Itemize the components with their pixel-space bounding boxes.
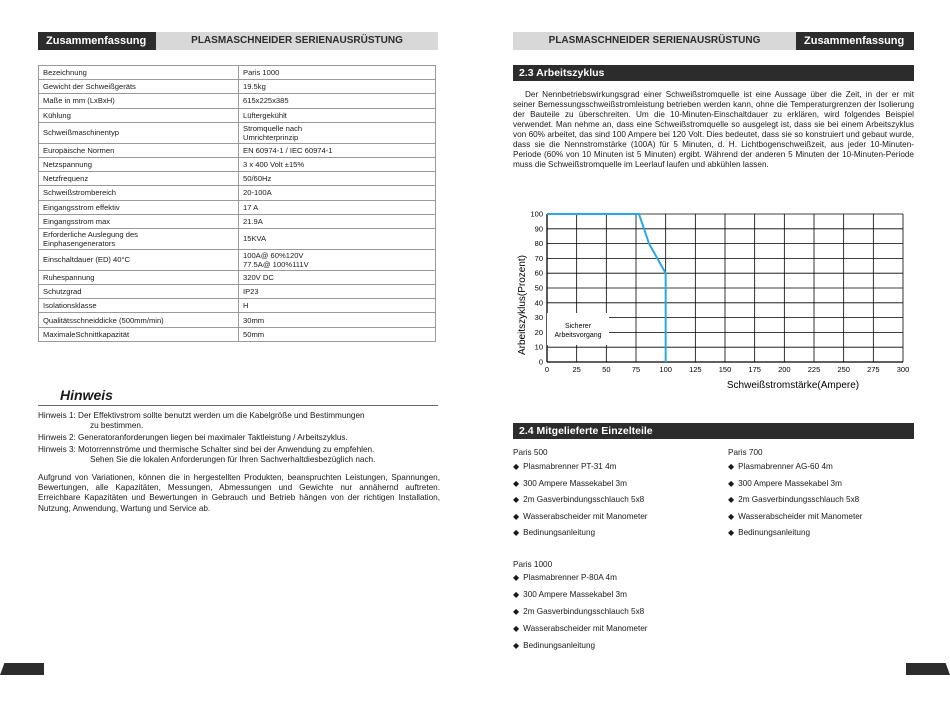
list-item (513, 510, 648, 527)
y-tick-label: 60 (534, 268, 543, 278)
spec-row (39, 186, 436, 200)
header-tab: Zusammenfassung (38, 32, 156, 50)
right-header (513, 32, 914, 50)
list-item (728, 477, 863, 494)
list-item-text: Wasserabscheider mit Manometer (738, 511, 863, 521)
duty-cycle-chart (513, 205, 913, 395)
y-tick-label: 0 (538, 357, 543, 367)
y-tick-label: 80 (534, 239, 543, 249)
spec-label: Einschaltdauer (ED) 40°C (39, 249, 239, 270)
spec-row (39, 143, 436, 157)
bullet-icon: ◆ (513, 573, 520, 582)
list-item (728, 510, 863, 527)
list-item (513, 622, 648, 639)
bullet-icon: ◆ (513, 462, 520, 471)
header-title: PLASMASCHNEIDER SERIENAUSRÜSTUNG (156, 32, 438, 50)
bullet-icon: ◆ (513, 641, 520, 650)
spec-row (39, 108, 436, 122)
list-item-text: Plasmabrenner PT-31 4m (523, 462, 617, 471)
bullet-icon: ◆ (513, 495, 520, 504)
list-item-text: 300 Ampere Massekabel 3m (523, 478, 627, 488)
spec-value: 3 x 400 Volt ±15% (239, 157, 436, 171)
y-tick-label: 30 (534, 313, 543, 323)
x-tick-label: 0 (544, 365, 550, 374)
spec-row (39, 94, 436, 108)
note-1 (38, 411, 440, 431)
note-text: zu bestimmen. (90, 421, 144, 431)
notes (38, 411, 440, 514)
spec-row (39, 157, 436, 171)
spec-value: 615x225x385 (239, 94, 436, 108)
spec-value: 15KVA (239, 228, 436, 249)
bullet-icon: ◆ (513, 511, 520, 521)
list-item-text: Plasmabrenner AG-60 4m (738, 462, 833, 471)
item-list-paris-500 (513, 460, 648, 543)
list-item (728, 493, 863, 510)
group-title-paris-700: Paris 700 (728, 448, 763, 457)
spec-value: 100A@ 60%120V 77.5A@ 100%111V (239, 249, 436, 270)
list-item (513, 605, 648, 622)
bullet-icon: ◆ (513, 624, 520, 633)
x-tick-label: 175 (748, 365, 761, 374)
spec-row (39, 299, 436, 313)
y-tick-label: 40 (534, 298, 543, 308)
header-tab: Zusammenfassung (796, 32, 914, 50)
spec-row (39, 80, 436, 94)
y-tick-label: 100 (530, 209, 543, 219)
spec-row (39, 249, 436, 270)
y-tick-label: 90 (534, 224, 543, 234)
list-item (513, 526, 648, 543)
spec-label: Ruhespannung (39, 270, 239, 284)
spec-label: Kühlung (39, 108, 239, 122)
list-item-text: Plasmabrenner P-80A 4m (523, 573, 617, 582)
list-item-text: Wasserabscheider mit Manometer (523, 624, 648, 633)
spec-row (39, 327, 436, 341)
spec-label: Netzfrequenz (39, 172, 239, 186)
y-tick-label: 70 (534, 253, 543, 263)
spec-row (39, 66, 436, 80)
page-corner-mark (906, 663, 950, 675)
list-item (513, 571, 648, 588)
duty-cycle-text: Der Nennbetriebswirkungsgrad einer Schweißstromquelle ist eine Aussage über die Zeit, in der er mit seiner Bemessungsschweißstromleistung betrieben werden kann, ohne die Temperaturgrenzen der Isolierung der Bauteile zu überschreiten. Um die 10-Minuten-Einschaltdauer zu erklären, wird folgendes Beispiel verwendet. Man nehme an, dass eine Schweißstromquelle so ausgelegt ist, dass sie bei einem Arbeitszyklus von 60% arbeitet, das sind 100 Ampere bei 120 Volt. Dies bedeutet, dass sie so konstruiert und gebaut wurde, dass sie die Nennstromstärke (100A) für 5 Minuten, d. H. Lichtbogenschweißzeit, aus jeder 10-Minuten-Periode (60% von 10 Minuten ist 5 Minuten) ergibt. Während der anderen 5 Minuten der 10-Minuten-Periode muss die Schweißstromquelle im Leerlauf laufen und abkühlen lassen. (513, 90, 914, 169)
list-item (728, 460, 863, 477)
spec-value: 50mm (239, 327, 436, 341)
bullet-icon: ◆ (728, 528, 735, 537)
spec-label: Eingangsstrom max (39, 214, 239, 228)
spec-label: Eingangsstrom effektiv (39, 200, 239, 214)
spec-row (39, 270, 436, 284)
note-text: Hinweis 2: Generatoranforderungen liegen bei maximaler Taktleistung / Arbeitszyklus. (38, 432, 348, 442)
spec-label: Schutzgrad (39, 285, 239, 299)
spec-value: 17 A (239, 200, 436, 214)
x-tick-label: 200 (778, 365, 791, 374)
spec-row (39, 122, 436, 143)
spec-value: IP23 (239, 285, 436, 299)
group-title-paris-500: Paris 500 (513, 448, 548, 457)
y-tick-label: 20 (534, 327, 543, 337)
spec-label: Gewicht der Schweißgeräts (39, 80, 239, 94)
group-title-paris-1000: Paris 1000 (513, 560, 553, 569)
spec-value: 19.5kg (239, 80, 436, 94)
note-text: Sehen Sie die lokalen Anforderungen für Ihren Sachverhaltdiesbezüglich nach. (90, 454, 376, 464)
x-tick-label: 250 (837, 365, 850, 374)
x-tick-label: 125 (689, 365, 702, 374)
spec-value: H (239, 299, 436, 313)
section-heading-2-4: 2.4 Mitgelieferte Einzelteile (513, 423, 914, 439)
bullet-icon: ◆ (513, 478, 520, 488)
list-item-text: 2m Gasverbindungsschlauch 5x8 (738, 495, 860, 504)
item-list-paris-1000 (513, 571, 648, 656)
list-item-text: 300 Ampere Massekabel 3m (738, 478, 842, 488)
bullet-icon: ◆ (513, 528, 520, 537)
spec-label: MaximaleSchnittkapazität (39, 327, 239, 341)
spec-row (39, 172, 436, 186)
spec-label: Schweißmaschinentyp (39, 122, 239, 143)
x-tick-label: 50 (602, 365, 611, 374)
list-item-text: Wasserabscheider mit Manometer (523, 511, 648, 521)
bullet-icon: ◆ (728, 478, 735, 488)
note-text: Hinweis 1: Der Effektivstrom sollte benutzt werden um die Kabelgröße und Bestimmungen (38, 411, 365, 420)
x-tick-label: 275 (867, 365, 880, 374)
note-text: Hinweis 3: Motorrennströme und thermische Schalter sind bei der Anwendung zu empfehlen. (38, 444, 375, 454)
divider (38, 405, 438, 406)
spec-value: 320V DC (239, 270, 436, 284)
spec-label: Netzspannung (39, 157, 239, 171)
list-item-text: Bedinungsanleitung (523, 528, 596, 537)
y-tick-label: 10 (534, 342, 543, 352)
spec-label: Bezeichnung (39, 66, 239, 80)
note-2 (38, 433, 440, 443)
x-tick-label: 100 (659, 365, 672, 374)
spec-label: Isolationsklasse (39, 299, 239, 313)
spec-value: 20-100A (239, 186, 436, 200)
right-page (475, 0, 950, 705)
spec-row (39, 200, 436, 214)
x-axis-label: Schweißstromstärke(Ampere) (726, 380, 860, 391)
list-item (513, 493, 648, 510)
spec-label: Europäische Normen (39, 143, 239, 157)
list-item-text: Bedinungsanleitung (738, 528, 811, 537)
bullet-icon: ◆ (728, 495, 735, 504)
list-item-text: 2m Gasverbindungsschlauch 5x8 (523, 495, 645, 504)
item-list-paris-700 (728, 460, 863, 543)
spec-value: Stromquelle nach Umrichterprinzip (239, 122, 436, 143)
spec-label: Erforderliche Auslegung des Einphasengenerators (39, 228, 239, 249)
spec-value: EN 60974-1 / IEC 60974-1 (239, 143, 436, 157)
list-item-text: 2m Gasverbindungsschlauch 5x8 (523, 607, 645, 616)
page-corner-mark (0, 663, 44, 675)
spec-value: Paris 1000 (239, 66, 436, 80)
spec-row (39, 313, 436, 327)
bullet-icon: ◆ (728, 511, 735, 521)
spec-label: Qualitätsschneiddicke (500mm/min) (39, 313, 239, 327)
hinweis-title: Hinweis (60, 387, 113, 403)
x-tick-label: 225 (807, 365, 821, 374)
y-axis-label: Arbeitszyklus(Prozent) (517, 254, 528, 356)
x-tick-label: 25 (572, 365, 581, 374)
annotation-line-2: Arbeitsvorgang (554, 332, 602, 339)
list-item-text: 300 Ampere Massekabel 3m (523, 590, 627, 599)
spec-value: 50/60Hz (239, 172, 436, 186)
list-item (728, 526, 863, 543)
spec-row (39, 285, 436, 299)
list-item-text: Bedinungsanleitung (523, 641, 596, 650)
x-tick-label: 150 (718, 365, 732, 374)
spec-value: 21.9A (239, 214, 436, 228)
bullet-icon: ◆ (728, 462, 735, 471)
disclaimer-paragraph: Aufgrund von Variationen, können die in hergestellten Produkten, beanspruchten Leistungen, Spannungen, Bewertungen, alle Kapazitäten, Messungen, Abmessungen und Gewichte nur annähernd auftreten. Erreichbare Kapazitäten und Bewertungen in Gebrauch und Betrieb hängen von der richtigen Installation, Nutzung, Anwendung, Wartung und Service ab. (38, 473, 440, 513)
bullet-icon: ◆ (513, 590, 520, 599)
section-heading-2-3: 2.3 Arbeitszyklus (513, 65, 914, 81)
list-item (513, 588, 648, 605)
spec-label: Maße in mm (LxBxH) (39, 94, 239, 108)
y-tick-label: 50 (534, 283, 543, 293)
x-tick-label: 75 (631, 365, 641, 374)
list-item (513, 639, 648, 656)
spec-row (39, 214, 436, 228)
bullet-icon: ◆ (513, 607, 520, 616)
list-item (513, 460, 648, 477)
spec-value: 30mm (239, 313, 436, 327)
left-header (38, 32, 438, 50)
annotation-line-1: Sicherer (564, 323, 592, 330)
spec-value: Lüftergekühlt (239, 108, 436, 122)
spec-row (39, 228, 436, 249)
spec-label: Schweißstrombereich (39, 186, 239, 200)
x-tick-label: 300 (896, 365, 910, 374)
header-title: PLASMASCHNEIDER SERIENAUSRÜSTUNG (513, 32, 796, 50)
note-3 (38, 445, 440, 465)
spec-table (38, 65, 436, 342)
list-item (513, 477, 648, 494)
